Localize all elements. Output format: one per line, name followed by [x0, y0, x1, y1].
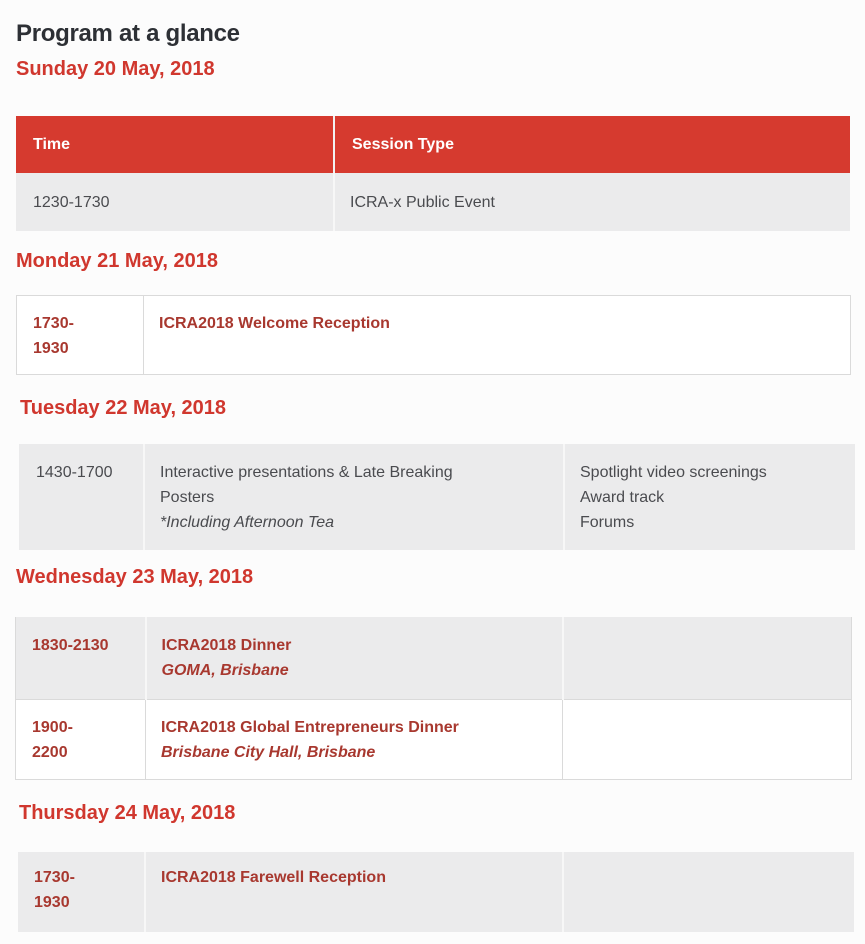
schedule-table-wednesday [15, 617, 852, 780]
column-header-session-type: Session Type [334, 116, 850, 173]
table-row [17, 296, 851, 375]
session-type: ICRA-x Public Event [350, 193, 495, 211]
session-extra-item: Spotlight video screenings [580, 464, 767, 481]
session-time: 1230-1730 [33, 193, 110, 211]
session-time-line: 1930 [33, 340, 69, 357]
schedule-table-thursday [18, 852, 854, 932]
session-time-line: 1730- [33, 315, 74, 332]
table-row [18, 852, 854, 932]
session-venue: Brisbane City Hall, Brisbane [161, 743, 376, 761]
day-heading-monday: Monday 21 May, 2018 [16, 250, 218, 272]
session-time-line: 1930 [34, 894, 70, 911]
session-extra-item: Forums [580, 514, 635, 531]
schedule-table-monday [16, 295, 851, 375]
table-row [19, 444, 855, 550]
column-header-time: Time [16, 116, 334, 173]
table-row [16, 699, 852, 779]
session-extra-item: Award track [580, 489, 665, 506]
session-time-line: 2200 [32, 743, 68, 761]
session-time-line: 1900- [32, 718, 73, 736]
session-time: 1830-2130 [32, 637, 109, 654]
session-name: ICRA2018 Welcome Reception [159, 315, 390, 332]
session-time: 1430-1700 [36, 464, 113, 481]
table-row [16, 173, 850, 231]
schedule-table-sunday [16, 116, 850, 231]
table-row [16, 617, 852, 699]
page-title: Program at a glance [16, 20, 240, 47]
day-heading-sunday: Sunday 20 May, 2018 [16, 58, 215, 80]
session-time-line: 1730- [34, 869, 75, 886]
day-heading-tuesday: Tuesday 22 May, 2018 [20, 397, 227, 419]
session-name: ICRA2018 Global Entrepreneurs Dinner [161, 718, 459, 736]
session-note: *Including Afternoon Tea [160, 514, 335, 531]
session-name: ICRA2018 Farewell Reception [161, 869, 386, 886]
schedule-table-tuesday [19, 444, 855, 550]
session-name-line: Interactive presentations & Late Breaking [160, 464, 453, 481]
session-name-line: Posters [160, 489, 215, 506]
session-name: ICRA2018 Dinner [161, 637, 292, 654]
day-heading-wednesday: Wednesday 23 May, 2018 [16, 566, 254, 588]
day-heading-thursday: Thursday 24 May, 2018 [19, 802, 236, 824]
session-venue: GOMA, Brisbane [161, 662, 289, 679]
table-header-row [16, 116, 850, 173]
